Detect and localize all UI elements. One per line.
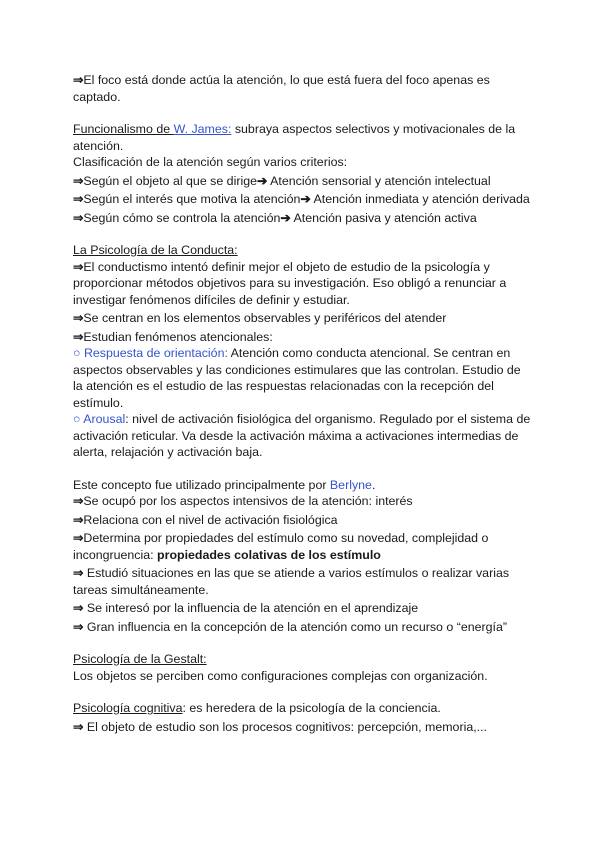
w-james-link[interactable]: W. James: [173, 122, 232, 136]
circle-bullet-icon: ○ [73, 412, 81, 426]
berlyne-point-3 [73, 530, 533, 563]
arrow-icon: ➔ [257, 173, 268, 188]
criterion-result: Atención sensorial y atención intelectual [270, 173, 491, 188]
conducta-heading: La Psicología de la Conducta: [73, 243, 238, 257]
respuesta-orientacion-term: Respuesta de orientación: [83, 346, 228, 360]
implies-symbol: ⇒ [73, 73, 84, 87]
implies-symbol: ⇒ [73, 259, 84, 274]
implies-symbol: ⇒ [73, 311, 84, 325]
berlyne-point-text: Relaciona con el nivel de activación fisiológica [83, 512, 338, 527]
document-content [73, 72, 533, 735]
implies-symbol: ⇒ [73, 601, 84, 615]
berlyne-point-2 [73, 512, 533, 529]
intro-text: El foco está donde actúa la atención, lo que está fuera del foco apenas es captado. [73, 73, 490, 104]
implies-symbol: ⇒ [73, 494, 84, 508]
arousal-text: : nivel de activación fisiológica del organismo. Regulado por el sistema de activación reticular. Va desde la activación máxima a activaciones intermedias de alerta, relajación y activación baja. [73, 412, 531, 459]
cognitiva-heading: Psicología cognitiva [73, 701, 183, 715]
cognitiva-heading-rest: : es heredera de la psicología de la conciencia. [182, 701, 441, 715]
gestalt-text: Los objetos se perciben como configuraciones complejas con organización. [73, 668, 488, 683]
conducta-p1-text: El conductismo intentó definir mejor el objeto de estudio de la psicología y proporcionar métodos objetivos para su investigación. Eso obligó a renunciar a investigar fenómenos difíciles de definir y estudiar. [73, 259, 507, 307]
arousal-term: Arousal [83, 412, 126, 426]
funcionalismo-heading: Funcionalismo de [73, 122, 174, 136]
conducta-paragraph-2 [73, 310, 533, 327]
classification-text: Clasificación de la atención según varios criterios: [73, 155, 348, 169]
cognitiva-point [73, 719, 533, 736]
berlyne-point-text: Determina por propiedades del estímulo como su novedad, complejidad o incongruencia: [73, 531, 489, 562]
criterion-text: Según cómo se controla la atención [83, 210, 281, 225]
gestalt-heading: Psicología de la Gestalt: [73, 652, 207, 666]
implies-symbol: ⇒ [73, 719, 84, 734]
cognitiva-point-text: El objeto de estudio son los procesos cognitivos: percepción, memoria,... [83, 719, 487, 734]
implies-symbol: ⇒ [73, 192, 84, 206]
conducta-p2-text: Se centran en los elementos observables y periféricos del atender [83, 311, 447, 325]
intro-paragraph [73, 72, 533, 105]
criterion-text: Según el objeto al que se dirige [83, 173, 257, 188]
arousal-item [73, 411, 533, 461]
implies-symbol: ⇒ [73, 619, 84, 634]
conducta-paragraph-3 [73, 329, 533, 346]
berlyne-point-5 [73, 600, 533, 617]
cognitiva-heading-line [73, 700, 533, 717]
conducta-paragraph-1 [73, 259, 533, 309]
respuesta-orientacion-text: Atención como conducta atencional. Se centran en aspectos observables y las condiciones estimulares que las controlan. Estudio de la atención es el estudio de las respuestas relacionadas con la recepción del estímulo. [73, 346, 521, 410]
conducta-p3-text: Estudian fenómenos atencionales: [83, 329, 273, 344]
berlyne-intro-suffix: . [371, 477, 376, 492]
criterion-text: Según el interés que motiva la atención [83, 192, 301, 206]
berlyne-name: Berlyne [329, 477, 372, 492]
criterion-result: Atención pasiva y atención activa [293, 210, 477, 225]
criterion-result: Atención inmediata y atención derivada [313, 192, 530, 206]
implies-symbol: ⇒ [73, 173, 84, 188]
berlyne-point-text: Gran influencia en la concepción de la atención como un recurso o “energía” [83, 619, 507, 634]
berlyne-point-text: Se ocupó por los aspectos intensivos de la atención: interés [83, 494, 413, 508]
arrow-icon: ➔ [280, 210, 291, 225]
circle-bullet-icon: ○ [73, 346, 81, 360]
berlyne-intro-prefix: Este concepto fue utilizado principalmente por [73, 477, 330, 492]
funcionalismo-heading-line [73, 121, 533, 154]
berlyne-point-6 [73, 619, 533, 636]
implies-symbol: ⇒ [73, 329, 84, 344]
berlyne-point-4 [73, 565, 533, 598]
criterion-row-1 [73, 173, 533, 190]
implies-symbol: ⇒ [73, 512, 84, 527]
berlyne-point-text: Se interesó por la influencia de la atención en el aprendizaje [83, 601, 419, 615]
implies-symbol: ⇒ [73, 210, 84, 225]
criterion-row-3 [73, 210, 533, 227]
arrow-icon: ➔ [300, 192, 311, 206]
berlyne-point-text: Estudió situaciones en las que se atiende a varios estímulos o realizar varias tareas simultáneamente. [73, 566, 510, 597]
criterion-row-2 [73, 191, 533, 208]
implies-symbol: ⇒ [73, 566, 84, 580]
berlyne-intro [73, 477, 533, 494]
implies-symbol: ⇒ [73, 531, 84, 545]
funcionalismo-heading-rest: subraya aspectos selectivos y motivacionales de la atención. [73, 122, 516, 153]
berlyne-point-1 [73, 493, 533, 510]
propiedades-colativas-bold: propiedades colativas de los estímulo [157, 547, 381, 562]
respuesta-orientacion-item [73, 345, 533, 411]
